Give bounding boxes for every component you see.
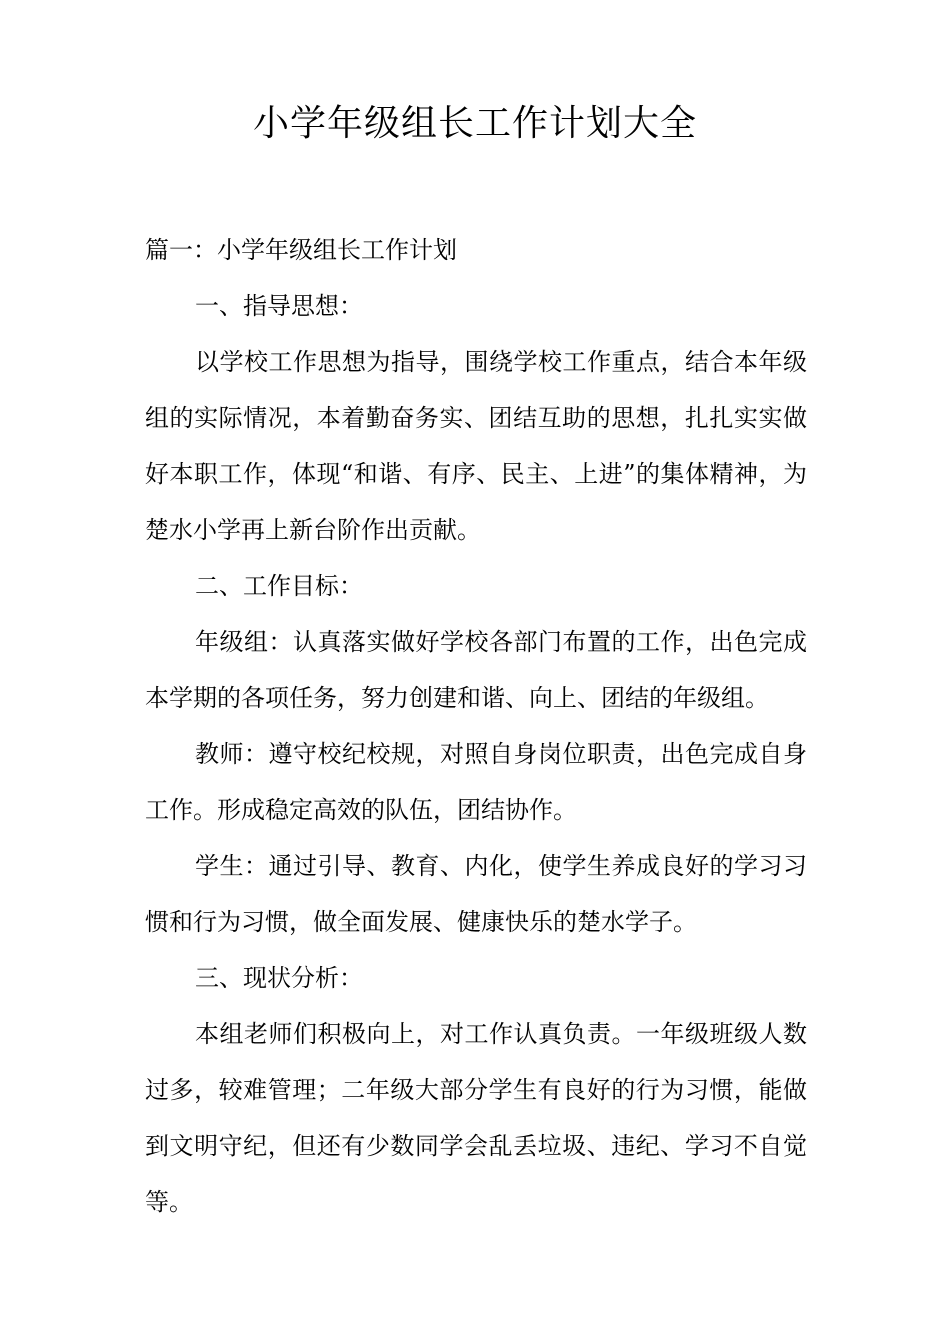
document-title: 小学年级组长工作计划大全 xyxy=(252,103,697,144)
document-body xyxy=(145,222,807,1230)
paragraph-teacher-goal: 教师：遵守校纪校规，对照自身岗位职责，出色完成自身工作。形成稳定高效的队伍，团结协作。 xyxy=(145,740,807,824)
paragraph-student-goal: 学生：通过引导、教育、内化，使学生养成良好的学习习惯和行为习惯，做全面发展、健康快乐的楚水学子。 xyxy=(145,852,807,936)
paragraph-status-analysis: 本组老师们积极向上，对工作认真负责。一年级班级人数过多，较难管理；二年级大部分学生有良好的行为习惯，能做到文明守纪，但还有少数同学会乱丢垃圾、违纪、学习不自觉等。 xyxy=(145,1020,807,1216)
section-heading: 篇一：小学年级组长工作计划 xyxy=(145,236,457,264)
heading-guiding-ideology: 一、指导思想： xyxy=(195,292,363,320)
paragraph-grade-group-goal: 年级组：认真落实做好学校各部门布置的工作，出色完成本学期的各项任务，努力创建和谐、向上、团结的年级组。 xyxy=(145,628,807,712)
heading-work-goals: 二、工作目标： xyxy=(195,572,363,600)
heading-status-analysis: 三、现状分析： xyxy=(195,964,363,992)
paragraph-guiding-ideology: 以学校工作思想为指导，围绕学校工作重点，结合本年级组的实际情况，本着勤奋务实、团结互助的思想，扎扎实实做好本职工作，体现“和谐、有序、民主、上进”的集体精神，为楚水小学再上新台阶作出贡献。 xyxy=(145,348,807,544)
